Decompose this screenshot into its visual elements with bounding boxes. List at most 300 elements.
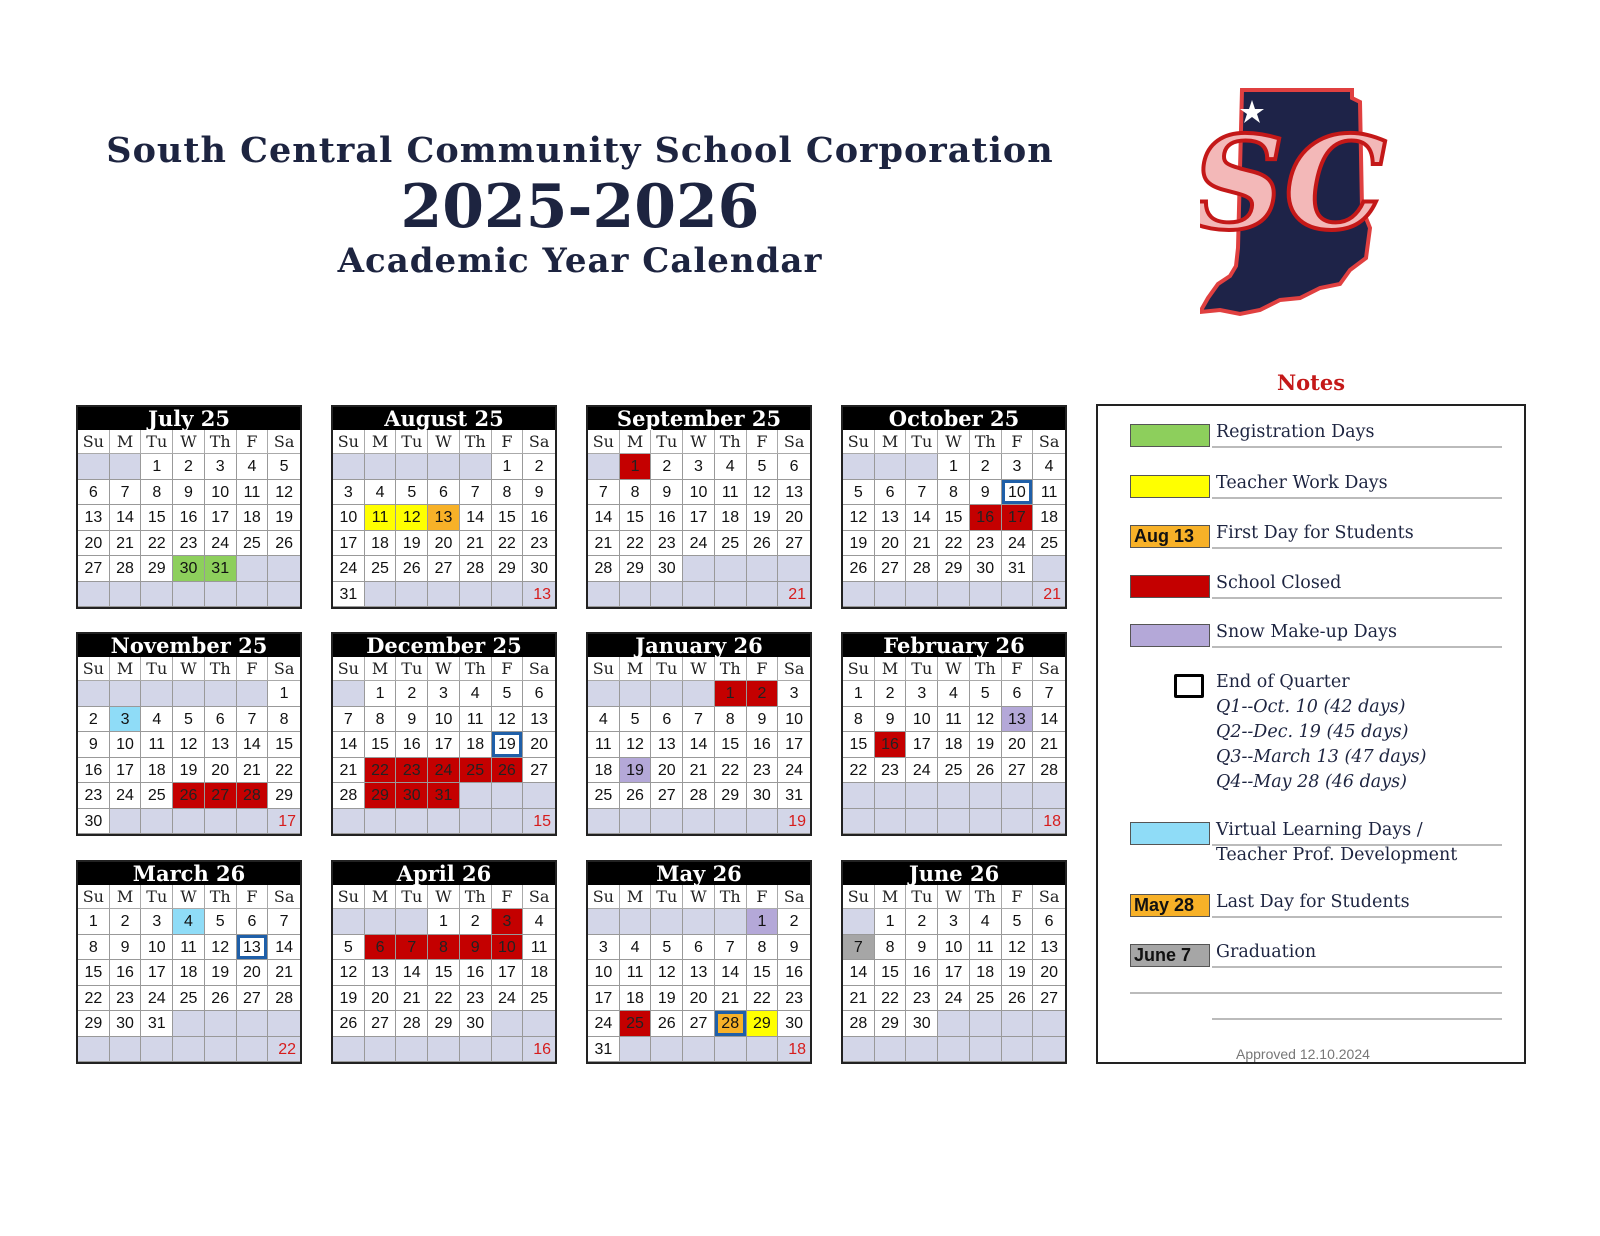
empty-day — [78, 582, 110, 608]
empty-day — [715, 909, 747, 935]
legend-blank-line — [1212, 1018, 1502, 1020]
calendar-day: 9 — [778, 935, 810, 961]
calendar-day: 27 — [683, 1011, 715, 1037]
calendar-day: 1 — [620, 454, 652, 480]
calendar-day: 3 — [778, 681, 810, 707]
calendar-day: 23 — [523, 531, 555, 557]
calendar-day: 25 — [523, 986, 555, 1012]
calendar-day: 24 — [333, 556, 365, 582]
calendar-day: 22 — [268, 758, 300, 784]
calendar-day: 8 — [78, 935, 110, 961]
svg-text:SC: SC — [1200, 109, 1387, 259]
weekday-header: F — [237, 430, 269, 454]
weekday-header: Su — [588, 430, 620, 454]
weekday-header: Su — [78, 430, 110, 454]
calendar-day: 16 — [460, 960, 492, 986]
month-title: June 26 — [843, 862, 1065, 885]
weekday-header: Th — [205, 885, 237, 909]
weekday-header: M — [875, 657, 907, 681]
weekday-header: F — [1002, 657, 1034, 681]
empty-day — [173, 1037, 205, 1063]
calendar-day: 9 — [651, 480, 683, 506]
calendar-day: 28 — [460, 556, 492, 582]
calendar-day: 16 — [970, 505, 1002, 531]
calendar-day: 26 — [205, 986, 237, 1012]
calendar-day: 2 — [906, 909, 938, 935]
calendar-day: 4 — [620, 935, 652, 961]
calendar-day: 21 — [396, 986, 428, 1012]
calendar-day: 30 — [460, 1011, 492, 1037]
calendar-day: 24 — [683, 531, 715, 557]
calendar-day: 7 — [906, 480, 938, 506]
empty-day — [365, 909, 397, 935]
empty-day — [620, 1037, 652, 1063]
calendar-day: 20 — [237, 960, 269, 986]
empty-day — [492, 783, 524, 809]
calendar-day: 2 — [875, 681, 907, 707]
empty-day — [396, 1037, 428, 1063]
legend-swatch — [1130, 624, 1210, 647]
weekday-header: Tu — [141, 430, 173, 454]
calendar-day: 16 — [747, 732, 779, 758]
calendar-header — [100, 130, 1060, 281]
calendar-day: 26 — [492, 758, 524, 784]
month-calendar — [76, 860, 302, 1064]
legend-underline — [1212, 966, 1502, 968]
calendar-day: 26 — [970, 758, 1002, 784]
empty-day — [237, 582, 269, 608]
legend-underline — [1212, 646, 1502, 648]
calendar-day: 7 — [396, 935, 428, 961]
legend-underline — [1212, 916, 1502, 918]
month-title: February 26 — [843, 634, 1065, 657]
empty-day — [938, 783, 970, 809]
calendar-day: 28 — [1033, 758, 1065, 784]
calendar-day: 8 — [492, 480, 524, 506]
weekday-header: Sa — [523, 657, 555, 681]
month-calendar — [331, 405, 557, 609]
calendar-day: 20 — [683, 986, 715, 1012]
weekday-header: W — [173, 657, 205, 681]
weekday-header: F — [237, 885, 269, 909]
calendar-day: 26 — [843, 556, 875, 582]
calendar-day: 9 — [906, 935, 938, 961]
calendar-day: 14 — [237, 732, 269, 758]
month-grid — [588, 657, 810, 834]
empty-day — [588, 909, 620, 935]
calendar-day: 3 — [333, 480, 365, 506]
legend-label: First Day for Students — [1216, 523, 1414, 543]
empty-day — [875, 1037, 907, 1063]
calendar-day: 5 — [333, 935, 365, 961]
calendar-day: 12 — [651, 960, 683, 986]
calendar-day: 13 — [683, 960, 715, 986]
calendar-day: 19 — [492, 732, 524, 758]
calendar-day: 4 — [970, 909, 1002, 935]
empty-day — [396, 909, 428, 935]
calendar-day: 6 — [428, 480, 460, 506]
weekday-header: Th — [460, 885, 492, 909]
weekday-header: W — [683, 430, 715, 454]
calendar-day: 8 — [938, 480, 970, 506]
empty-day — [683, 582, 715, 608]
empty-day — [651, 582, 683, 608]
calendar-day: 29 — [747, 1011, 779, 1037]
month-calendar — [331, 632, 557, 836]
weekday-header: Tu — [651, 657, 683, 681]
calendar-day: 21 — [843, 986, 875, 1012]
calendar-day: 22 — [938, 531, 970, 557]
end-of-quarter-label: End of Quarter — [1216, 672, 1350, 692]
calendar-day: 28 — [588, 556, 620, 582]
calendar-day: 27 — [205, 783, 237, 809]
calendar-day: 20 — [651, 758, 683, 784]
calendar-day: 10 — [1002, 480, 1034, 506]
calendar-day: 22 — [365, 758, 397, 784]
empty-day — [173, 1011, 205, 1037]
calendar-day: 5 — [651, 935, 683, 961]
empty-day — [843, 783, 875, 809]
calendar-day: 28 — [906, 556, 938, 582]
calendar-day: 11 — [938, 707, 970, 733]
calendar-day: 10 — [333, 505, 365, 531]
calendar-day: 26 — [747, 531, 779, 557]
empty-day — [906, 1037, 938, 1063]
calendar-day: 17 — [683, 505, 715, 531]
calendar-day: 12 — [333, 960, 365, 986]
empty-day — [683, 556, 715, 582]
student-day-count: 21 — [778, 582, 810, 608]
calendar-day: 4 — [938, 681, 970, 707]
calendar-day: 2 — [778, 909, 810, 935]
empty-day — [620, 582, 652, 608]
weekday-header: Th — [460, 657, 492, 681]
calendar-day: 6 — [78, 480, 110, 506]
calendar-day: 29 — [78, 1011, 110, 1037]
calendar-day: 19 — [651, 986, 683, 1012]
calendar-day: 7 — [268, 909, 300, 935]
student-day-count: 19 — [778, 809, 810, 835]
calendar-day: 12 — [620, 732, 652, 758]
calendar-day: 10 — [492, 935, 524, 961]
calendar-day: 10 — [141, 935, 173, 961]
calendar-day: 22 — [78, 986, 110, 1012]
calendar-day: 31 — [778, 783, 810, 809]
calendar-day: 7 — [237, 707, 269, 733]
empty-day — [875, 809, 907, 835]
calendar-day: 5 — [970, 681, 1002, 707]
calendar-day: 21 — [237, 758, 269, 784]
student-day-count: 17 — [268, 809, 300, 835]
calendar-day: 27 — [523, 758, 555, 784]
empty-day — [715, 582, 747, 608]
calendar-day: 1 — [141, 454, 173, 480]
calendar-day: 22 — [141, 531, 173, 557]
calendar-day: 5 — [173, 707, 205, 733]
weekday-header: M — [875, 430, 907, 454]
calendar-day: 4 — [523, 909, 555, 935]
calendar-day: 15 — [428, 960, 460, 986]
weekday-header: M — [110, 657, 142, 681]
calendar-day: 11 — [588, 732, 620, 758]
calendar-day: 24 — [141, 986, 173, 1012]
empty-day — [843, 809, 875, 835]
empty-day — [428, 582, 460, 608]
empty-day — [715, 556, 747, 582]
weekday-header: W — [173, 885, 205, 909]
calendar-day: 24 — [428, 758, 460, 784]
empty-day — [620, 809, 652, 835]
weekday-header: W — [428, 430, 460, 454]
calendar-day: 27 — [1002, 758, 1034, 784]
calendar-day: 18 — [715, 505, 747, 531]
empty-day — [588, 681, 620, 707]
calendar-day: 20 — [523, 732, 555, 758]
calendar-day: 18 — [588, 758, 620, 784]
calendar-day: 6 — [683, 935, 715, 961]
weekday-header: Th — [970, 657, 1002, 681]
calendar-day: 10 — [428, 707, 460, 733]
weekday-header: F — [747, 657, 779, 681]
calendar-day: 25 — [588, 783, 620, 809]
empty-day — [365, 454, 397, 480]
weekday-header: M — [620, 885, 652, 909]
calendar-day: 25 — [715, 531, 747, 557]
calendar-day: 23 — [396, 758, 428, 784]
calendar-day: 2 — [396, 681, 428, 707]
calendar-day: 14 — [268, 935, 300, 961]
weekday-header: Su — [78, 657, 110, 681]
calendar-day: 30 — [778, 1011, 810, 1037]
calendar-day: 1 — [747, 909, 779, 935]
weekday-header: F — [1002, 885, 1034, 909]
student-day-count: 16 — [523, 1037, 555, 1063]
approved-date: Approved 12.10.2024 — [1236, 1046, 1370, 1062]
legend-label: Teacher Work Days — [1216, 473, 1388, 493]
calendar-day: 11 — [970, 935, 1002, 961]
weekday-header: W — [938, 885, 970, 909]
calendar-day: 5 — [1002, 909, 1034, 935]
calendar-day: 9 — [747, 707, 779, 733]
calendar-day: 8 — [747, 935, 779, 961]
calendar-day: 16 — [523, 505, 555, 531]
weekday-header: Sa — [1033, 657, 1065, 681]
calendar-day: 21 — [333, 758, 365, 784]
calendar-day: 25 — [938, 758, 970, 784]
empty-day — [110, 1037, 142, 1063]
calendar-day: 23 — [906, 986, 938, 1012]
calendar-day: 25 — [173, 986, 205, 1012]
empty-day — [938, 809, 970, 835]
empty-day — [875, 783, 907, 809]
calendar-day: 29 — [875, 1011, 907, 1037]
empty-day — [747, 582, 779, 608]
calendar-day: 23 — [778, 986, 810, 1012]
month-grid — [843, 657, 1065, 834]
calendar-day: 24 — [205, 531, 237, 557]
weekday-header: Sa — [268, 885, 300, 909]
weekday-header: Su — [588, 885, 620, 909]
legend-label: Registration Days — [1216, 422, 1375, 442]
calendar-day: 13 — [237, 935, 269, 961]
calendar-day: 29 — [428, 1011, 460, 1037]
empty-day — [205, 681, 237, 707]
student-day-count: 21 — [1033, 582, 1065, 608]
calendar-day: 21 — [683, 758, 715, 784]
calendar-day: 11 — [620, 960, 652, 986]
empty-day — [492, 1037, 524, 1063]
empty-day — [78, 454, 110, 480]
empty-day — [205, 809, 237, 835]
empty-day — [460, 1037, 492, 1063]
calendar-day: 8 — [843, 707, 875, 733]
weekday-header: Th — [205, 430, 237, 454]
calendar-day: 16 — [396, 732, 428, 758]
empty-day — [237, 1037, 269, 1063]
empty-day — [365, 809, 397, 835]
calendar-day: 19 — [268, 505, 300, 531]
calendar-day: 13 — [205, 732, 237, 758]
weekday-header: Su — [843, 657, 875, 681]
legend-underline — [1212, 497, 1502, 499]
month-calendar — [586, 405, 812, 609]
empty-day — [938, 1037, 970, 1063]
notes-panel — [1096, 404, 1526, 1064]
calendar-day: 4 — [173, 909, 205, 935]
calendar-day: 7 — [715, 935, 747, 961]
calendar-day: 3 — [683, 454, 715, 480]
empty-day — [523, 783, 555, 809]
calendar-day: 15 — [492, 505, 524, 531]
calendar-day: 17 — [205, 505, 237, 531]
month-calendar — [586, 632, 812, 836]
calendar-day: 13 — [1002, 707, 1034, 733]
calendar-day: 10 — [205, 480, 237, 506]
calendar-day: 18 — [938, 732, 970, 758]
calendar-day: 22 — [715, 758, 747, 784]
empty-day — [460, 454, 492, 480]
calendar-day: 13 — [651, 732, 683, 758]
sc-logo — [1200, 88, 1430, 328]
calendar-day: 9 — [460, 935, 492, 961]
calendar-day: 13 — [1033, 935, 1065, 961]
empty-day — [396, 582, 428, 608]
calendar-day: 12 — [268, 480, 300, 506]
weekday-header: Th — [460, 430, 492, 454]
empty-day — [333, 1037, 365, 1063]
weekday-header: Tu — [396, 657, 428, 681]
weekday-header: Sa — [1033, 430, 1065, 454]
calendar-day: 23 — [110, 986, 142, 1012]
calendar-day: 1 — [938, 454, 970, 480]
empty-day — [365, 582, 397, 608]
weekday-header: M — [110, 885, 142, 909]
calendar-day: 27 — [237, 986, 269, 1012]
calendar-day: 16 — [906, 960, 938, 986]
calendar-day: 17 — [588, 986, 620, 1012]
weekday-header: Su — [843, 885, 875, 909]
calendar-day: 17 — [906, 732, 938, 758]
quarter-end-date: Q2--Dec. 19 (45 days) — [1216, 722, 1409, 742]
weekday-header: M — [365, 430, 397, 454]
calendar-day: 28 — [683, 783, 715, 809]
month-grid — [333, 430, 555, 607]
weekday-header: M — [620, 430, 652, 454]
calendar-day: 12 — [492, 707, 524, 733]
empty-day — [588, 582, 620, 608]
legend-swatch: May 28 — [1130, 894, 1210, 917]
calendar-day: 1 — [492, 454, 524, 480]
calendar-day: 7 — [588, 480, 620, 506]
weekday-header: Su — [588, 657, 620, 681]
empty-day — [683, 681, 715, 707]
calendar-day: 21 — [1033, 732, 1065, 758]
calendar-day: 17 — [428, 732, 460, 758]
calendar-day: 6 — [205, 707, 237, 733]
student-day-count: 13 — [523, 582, 555, 608]
calendar-day: 12 — [205, 935, 237, 961]
calendar-day: 30 — [78, 809, 110, 835]
calendar-day: 19 — [205, 960, 237, 986]
calendar-day: 6 — [875, 480, 907, 506]
empty-day — [110, 681, 142, 707]
month-title: May 26 — [588, 862, 810, 885]
empty-day — [333, 809, 365, 835]
weekday-header: Su — [333, 885, 365, 909]
calendar-day: 15 — [78, 960, 110, 986]
weekday-header: Tu — [396, 430, 428, 454]
month-grid — [78, 657, 300, 834]
calendar-day: 28 — [396, 1011, 428, 1037]
empty-day — [110, 809, 142, 835]
calendar-day: 24 — [906, 758, 938, 784]
calendar-day: 1 — [365, 681, 397, 707]
calendar-day: 15 — [141, 505, 173, 531]
weekday-header: Th — [970, 430, 1002, 454]
empty-day — [460, 809, 492, 835]
calendar-day: 6 — [778, 454, 810, 480]
empty-day — [173, 582, 205, 608]
weekday-header: W — [683, 885, 715, 909]
calendar-day: 15 — [715, 732, 747, 758]
weekday-header: Sa — [523, 885, 555, 909]
empty-day — [715, 1037, 747, 1063]
calendar-day: 28 — [843, 1011, 875, 1037]
empty-day — [620, 909, 652, 935]
calendar-day: 20 — [365, 986, 397, 1012]
calendar-day: 15 — [875, 960, 907, 986]
empty-day — [843, 909, 875, 935]
empty-day — [205, 582, 237, 608]
weekday-header: F — [747, 885, 779, 909]
month-grid — [78, 430, 300, 607]
calendar-day: 7 — [1033, 681, 1065, 707]
calendar-day: 6 — [237, 909, 269, 935]
calendar-day: 26 — [173, 783, 205, 809]
calendar-day: 2 — [651, 454, 683, 480]
calendar-day: 23 — [173, 531, 205, 557]
calendar-day: 5 — [620, 707, 652, 733]
weekday-header: W — [428, 885, 460, 909]
weekday-header: F — [747, 430, 779, 454]
calendar-day: 29 — [268, 783, 300, 809]
calendar-day: 14 — [110, 505, 142, 531]
calendar-day: 16 — [875, 732, 907, 758]
quarter-end-date: Q1--Oct. 10 (42 days) — [1216, 697, 1406, 717]
calendar-day: 23 — [747, 758, 779, 784]
empty-day — [268, 556, 300, 582]
calendar-day: 8 — [141, 480, 173, 506]
